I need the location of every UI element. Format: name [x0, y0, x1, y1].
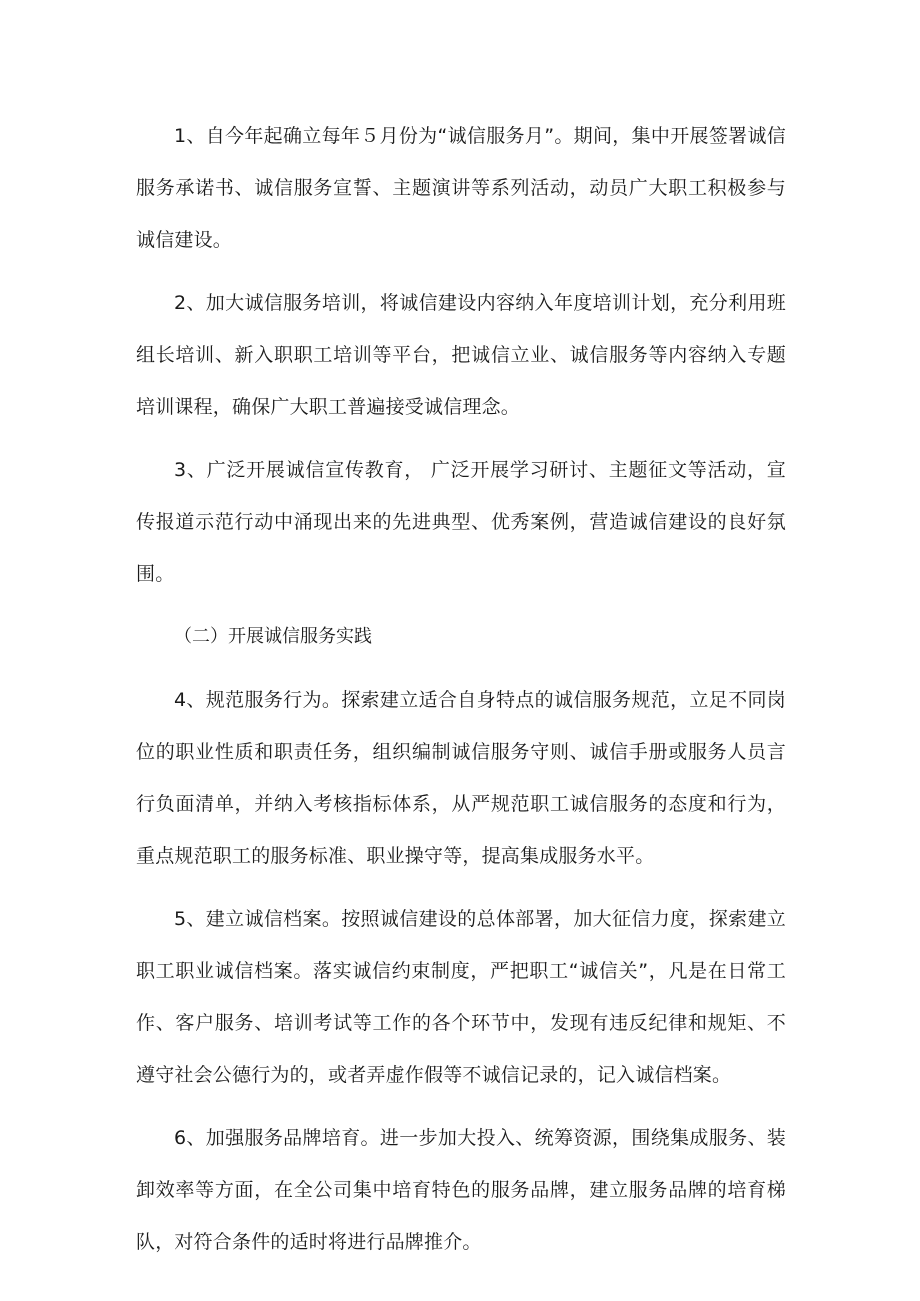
paragraph-item-6: 6、加强服务品牌培育。进一步加大投入、统筹资源，围绕集成服务、装卸效率等方面，在全公司集中培育特色的服务品牌，建立服务品牌的培育梯队，对符合条件的适时将进行品牌推介。: [136, 1127, 786, 1253]
paragraph-item-3: 3、广泛开展诚信宣传教育， 广泛开展学习研讨、主题征文等活动，宣传报道示范行动中涌现出来的先进典型、优秀案例，营造诚信建设的良好氛围。: [136, 459, 786, 585]
paragraph-item-4: 4、规范服务行为。探索建立适合自身特点的诚信服务规范，立足不同岗位的职业性质和职责任务，组织编制诚信服务守则、诚信手册或服务人员言行负面清单，并纳入考核指标体系，从严规范职工诚信服务的态度和行为，重点规范职工的服务标准、职业操守等，提高集成服务水平。: [136, 689, 786, 867]
paragraph-item-1: 1、自今年起确立每年５月份为“诚信服务月”。期间，集中开展签署诚信服务承诺书、诚信服务宣誓、主题演讲等系列活动，动员广大职工积极参与诚信建设。: [136, 125, 786, 251]
section-heading: （二）开展诚信服务实践: [174, 626, 372, 647]
document-page: [136, 110, 786, 1279]
paragraph-item-2: 2、加大诚信服务培训，将诚信建设内容纳入年度培训计划，充分利用班组长培训、新入职职工培训等平台，把诚信立业、诚信服务等内容纳入专题培训课程，确保广大职工普遍接受诚信理念。: [136, 292, 786, 418]
paragraph-item-5: 5、建立诚信档案。按照诚信建设的总体部署，加大征信力度，探索建立职工职业诚信档案。落实诚信约束制度，严把职工“诚信关”，凡是在日常工作、客户服务、培训考试等工作的各个环节中，发现有违反纪律和规矩、不遵守社会公德行为的，或者弄虚作假等不诚信记录的，记入诚信档案。: [136, 908, 786, 1086]
